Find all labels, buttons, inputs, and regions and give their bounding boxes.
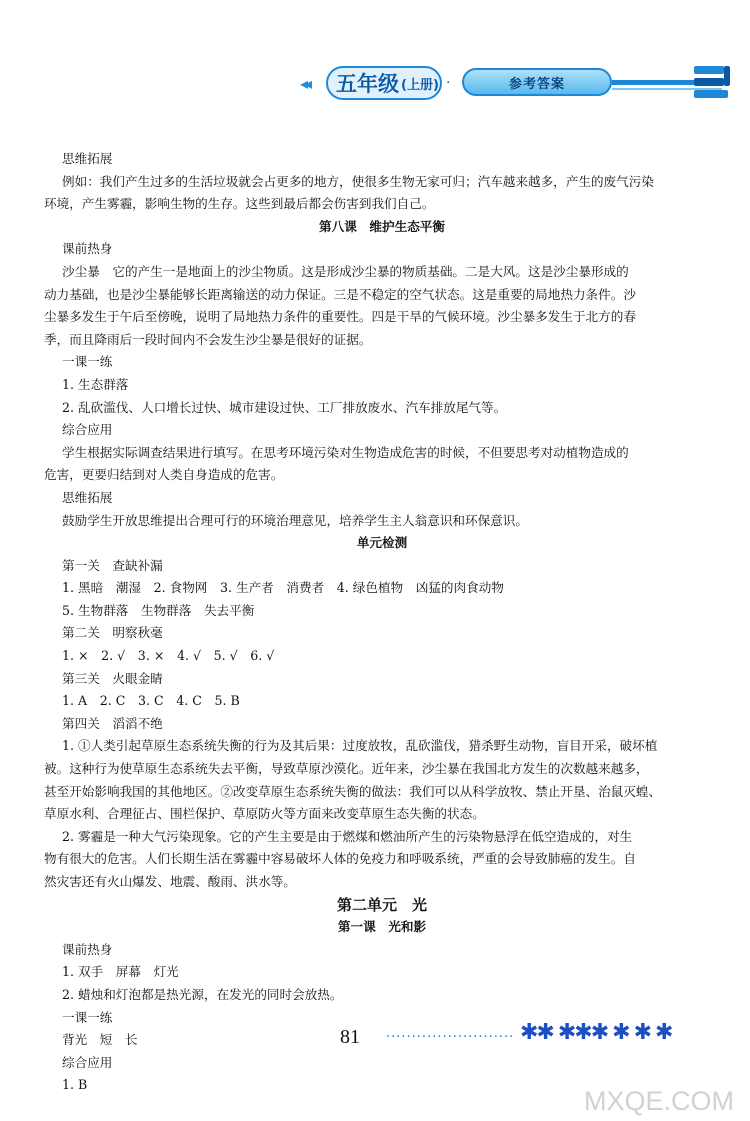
text-line: 季，而且降雨后一段时间内不会发生沙尘暴是很好的证据。 bbox=[44, 331, 372, 347]
dotted-leader: ························· bbox=[386, 1030, 515, 1045]
section-heading: 第八课 维护生态平衡 bbox=[319, 218, 445, 234]
page-header bbox=[290, 64, 750, 104]
text-line: 尘暴多发生于午后至傍晚，说明了局地热力条件的重要性。四是干旱的气候环境。沙尘暴多发生于北方的春 bbox=[44, 309, 636, 325]
text-line: 1. 双手 屏幕 灯光 bbox=[62, 964, 179, 980]
text-line: 课前热身 bbox=[62, 941, 113, 957]
text-line: 一课一练 bbox=[62, 354, 113, 370]
volume-label: (上册) bbox=[401, 77, 439, 93]
text-line: 学生根据实际调查结果进行填写。在思考环境污染对生物造成危害的时候，不但要思考对动植物造成的 bbox=[62, 444, 629, 460]
grade-label: 五年级 bbox=[336, 71, 399, 96]
text-line: 思维拓展 bbox=[62, 151, 113, 166]
text-line: 例如：我们产生过多的生活垃圾就会占更多的地方，使很多生物无家可归；汽车越来越多，产生的废气污染 bbox=[62, 173, 654, 189]
text-line: 思维拓展 bbox=[62, 489, 113, 505]
section-heading: 单元检测 bbox=[356, 535, 408, 551]
text-line: 动力基础，也是沙尘暴能够长距离输送的动力保证。三是不稳定的空气状态。这是重要的局地热力条件。沙 bbox=[44, 286, 636, 302]
separator-dot: · bbox=[446, 75, 451, 91]
section-heading: 第二单元 光 bbox=[336, 895, 427, 914]
text-line: 危害，更要归结到对人类自身造成的危害。 bbox=[44, 467, 284, 483]
text-line: 1. A 2. C 3. C 4. C 5. B bbox=[62, 693, 240, 709]
text-line: 2. 雾霾是一种大气污染现象。它的产生主要是由于燃煤和燃油所产生的污染物悬浮在低空造成的，对生 bbox=[62, 828, 633, 844]
text-line: 2. 乱砍滥伐、人口增长过快、城市建设过快、工厂排放废水、汽车排放尾气等。 bbox=[62, 399, 507, 415]
double-arrow-icon: ◂◂ bbox=[300, 74, 309, 93]
text-line: 1. B bbox=[62, 1077, 88, 1093]
star-decoration-icon: ✱✱ ✱✱✱ ✱ ✱ ✱ bbox=[520, 1020, 672, 1045]
text-line: 课前热身 bbox=[62, 241, 113, 257]
text-line: 2. 蜡烛和灯泡都是热光源，在发光的同时会放热。 bbox=[62, 986, 343, 1002]
text-line: 第四关 滔滔不绝 bbox=[62, 715, 163, 731]
page-footer bbox=[340, 1020, 740, 1064]
text-line: 1. 黑暗 潮湿 2. 食物网 3. 生产者 消费者 4. 绿色植物 凶猛的肉食动物 bbox=[62, 580, 504, 596]
text-line: 被。这种行为使草原生态系统失去平衡，导致草原沙漠化。近年来，沙尘暴在我国北方发生的次数越来越多， bbox=[44, 761, 649, 777]
section-title: 参考答案 bbox=[508, 76, 565, 92]
text-line: 鼓励学生开放思维提出合理可行的环境治理意见，培养学生主人翁意识和环保意识。 bbox=[62, 512, 528, 528]
grade-badge bbox=[326, 66, 442, 100]
text-line: 然灾害还有火山爆发、地震、酸雨、洪水等。 bbox=[44, 874, 296, 889]
answer-text bbox=[44, 148, 702, 1097]
text-line: 物有很大的危害。人们长期生活在雾霾中容易破坏人体的免疫力和呼吸系统，严重的会导致肺癌的发生。自 bbox=[44, 851, 636, 867]
text-line: 1. × 2. √ 3. × 4. √ 5. √ 6. √ bbox=[62, 648, 275, 664]
text-line: 1. 生态群落 bbox=[62, 376, 129, 392]
text-line: 5. 生物群落 生物群落 失去平衡 bbox=[62, 602, 255, 618]
text-line: 一课一练 bbox=[62, 1009, 113, 1025]
section-badge bbox=[462, 68, 612, 96]
book-logo-icon bbox=[690, 60, 734, 106]
page-number: 81 bbox=[340, 1026, 360, 1048]
text-line: 背光 短 长 bbox=[62, 1032, 138, 1048]
text-line: 沙尘暴 它的产生一是地面上的沙尘物质。这是形成沙尘暴的物质基础。二是大风。这是沙尘暴形成的 bbox=[62, 263, 629, 279]
text-line: 综合应用 bbox=[62, 1054, 113, 1070]
text-line: 第一关 查缺补漏 bbox=[62, 557, 163, 573]
section-heading: 第一课 光和影 bbox=[337, 919, 427, 935]
text-line: 甚至开始影响我国的其他地区。②改变草原生态系统失衡的做法：我们可以从科学放牧、禁止开垦、治鼠灭蝗、 bbox=[44, 783, 662, 799]
text-line: 第二关 明察秋毫 bbox=[62, 625, 163, 641]
text-line: 1. ①人类引起草原生态系统失衡的行为及其后果：过度放牧，乱砍滥伐，猎杀野生动物，盲目开采，破坏植 bbox=[62, 738, 658, 754]
text-line: 草原水利、合理征占、围栏保护、草原防火等方面来改变草原生态失衡的状态。 bbox=[44, 806, 485, 822]
text-line: 第三关 火眼金睛 bbox=[62, 670, 163, 686]
text-line: 环境，产生雾霾，影响生物的生存。这些到最后都会伤害到我们自己。 bbox=[44, 196, 435, 212]
text-line: 综合应用 bbox=[62, 422, 113, 438]
watermark: MXQE.COM bbox=[583, 1086, 734, 1116]
